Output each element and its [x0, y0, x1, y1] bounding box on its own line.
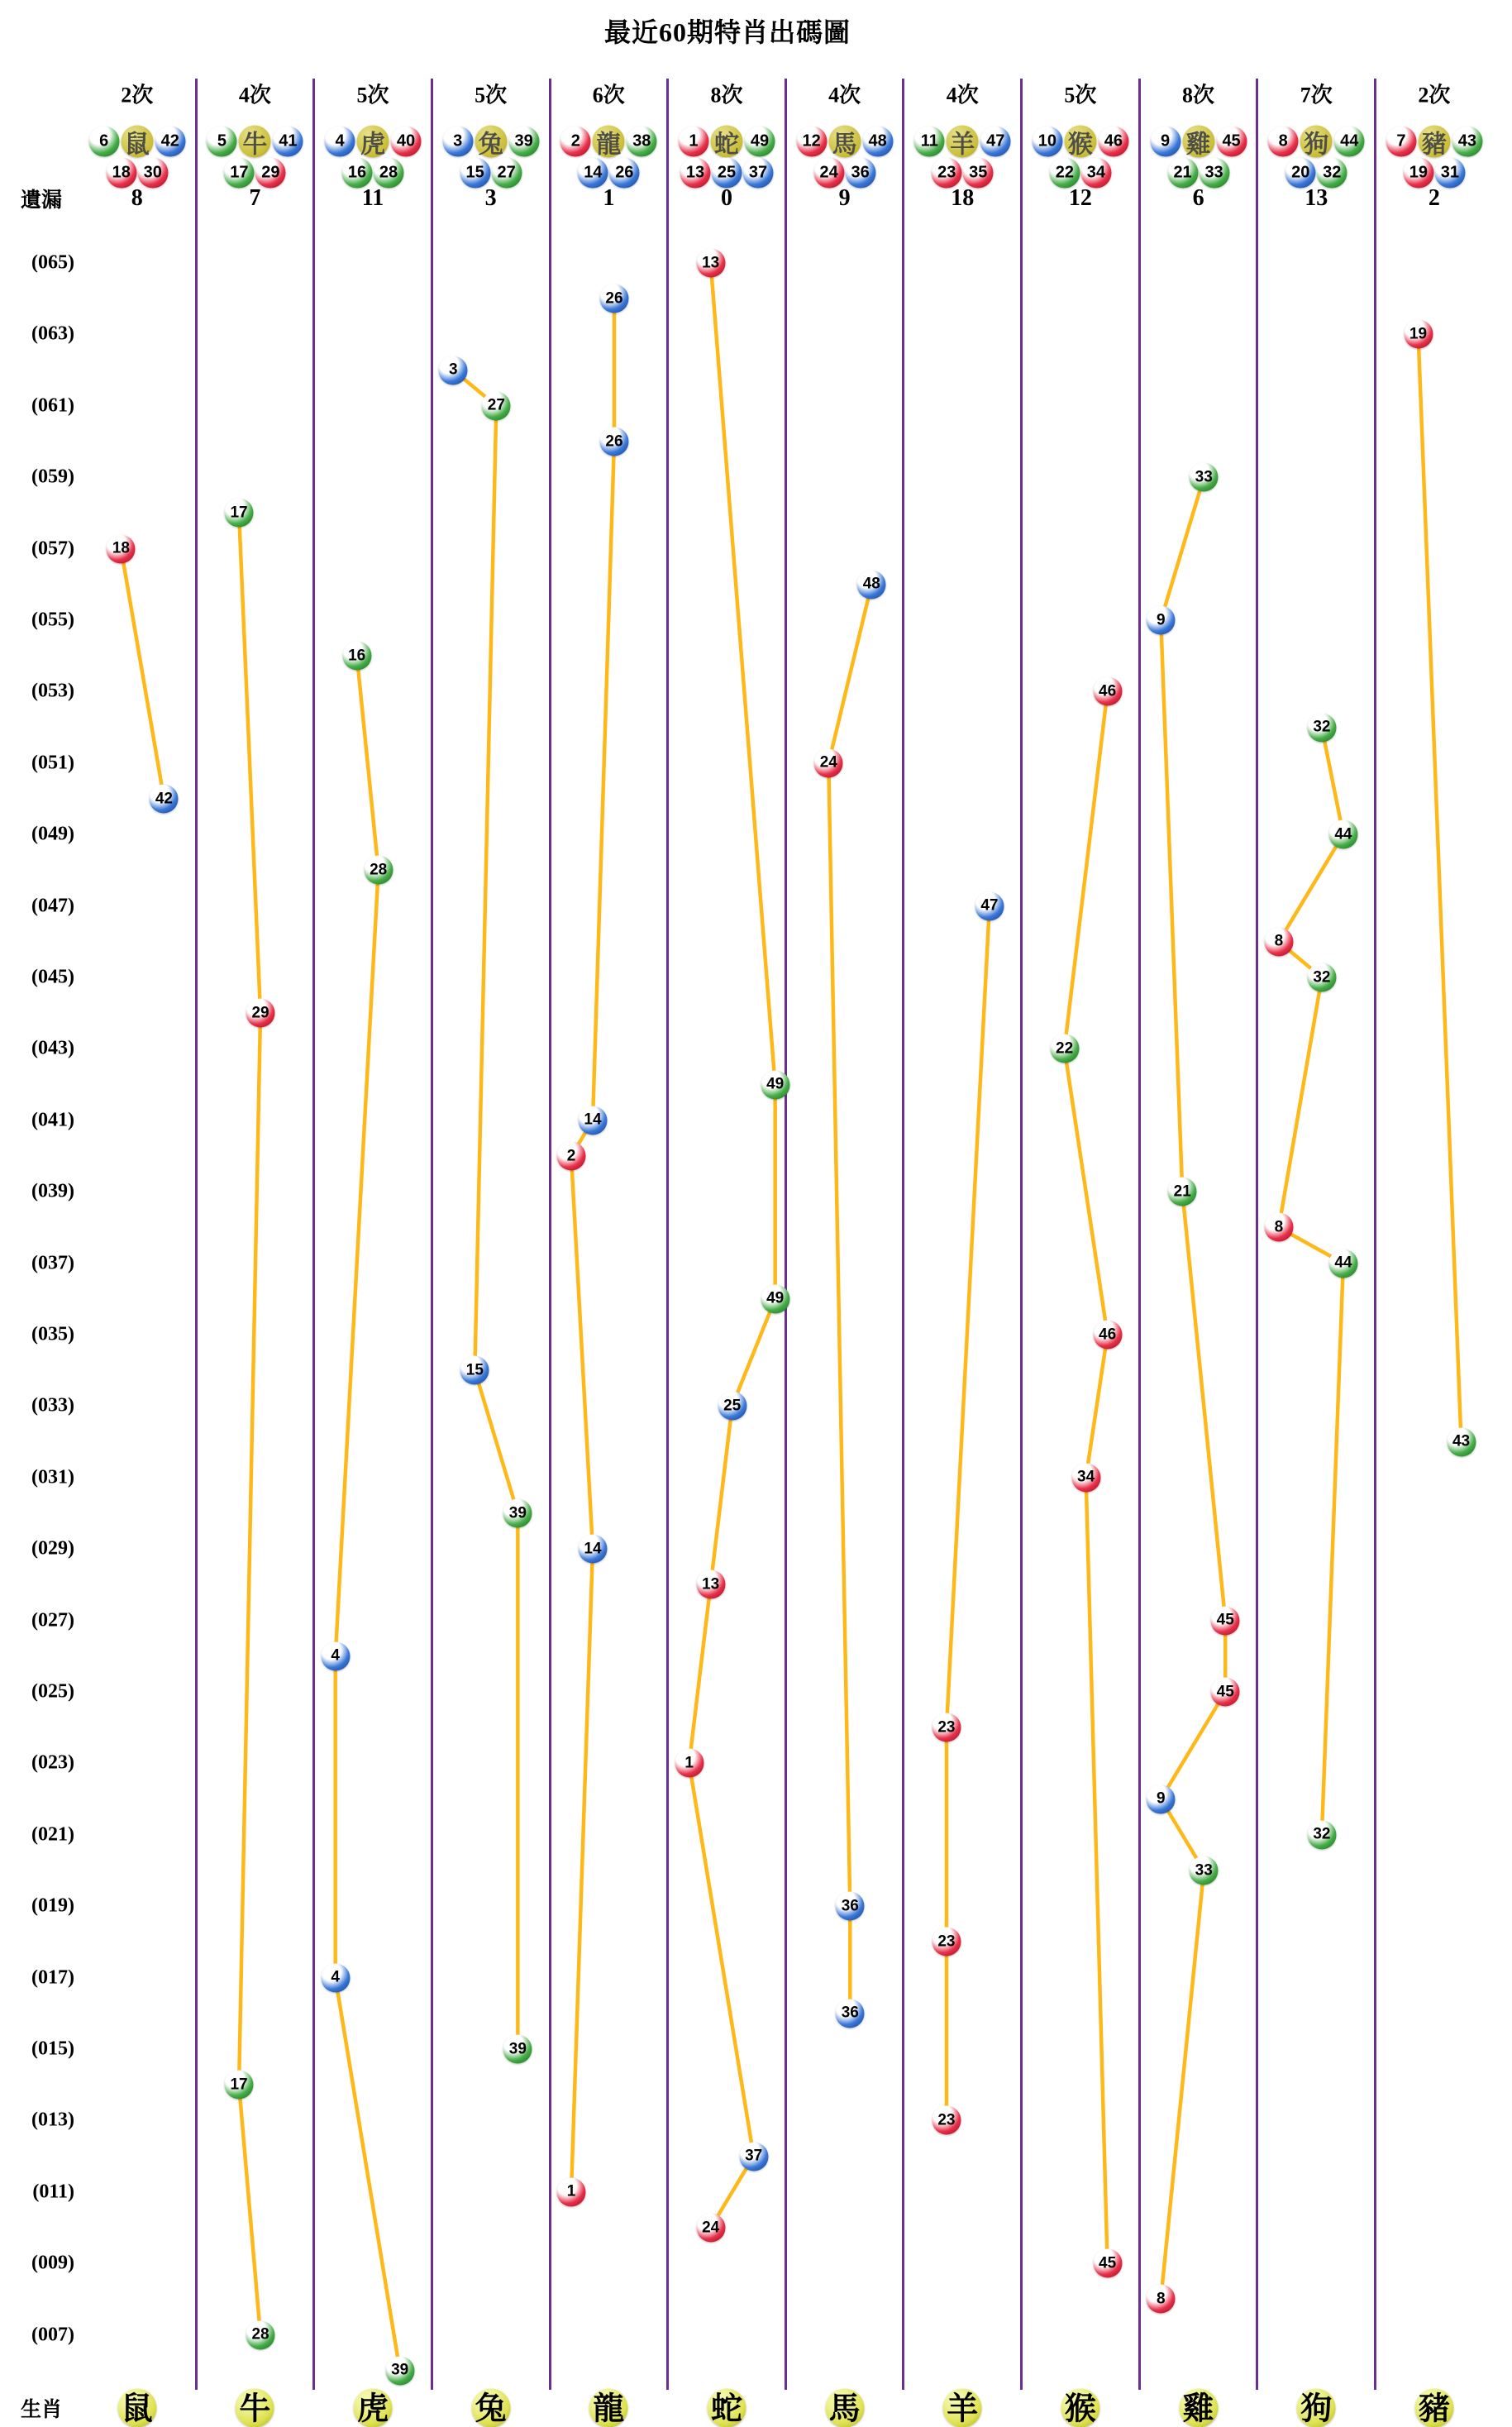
trend-line	[689, 263, 775, 2228]
appearance-count: 4次	[238, 83, 271, 107]
chart-ball: 4	[321, 1641, 350, 1670]
chart-ball: 42	[150, 785, 179, 814]
chart-ball: 1	[557, 2177, 586, 2206]
period-label: (007)	[31, 2324, 74, 2346]
header-number-ball: 15	[460, 158, 490, 189]
chart-ball: 45	[1211, 1606, 1240, 1635]
header-zodiac-ball: 羊	[947, 126, 979, 158]
period-label: (035)	[31, 1323, 74, 1345]
appearance-count: 8次	[710, 83, 743, 107]
header-number-ball: 36	[845, 158, 875, 189]
chart-ball: 2	[557, 1142, 586, 1171]
header-number-ball: 12	[796, 127, 827, 157]
header-number-ball: 48	[862, 127, 893, 157]
chart-ball: 23	[932, 1713, 961, 1742]
miss-count: 1	[603, 185, 615, 211]
zodiac-footer-ball: 虎	[354, 2389, 393, 2427]
header-number-ball: 43	[1452, 127, 1482, 157]
zodiac-footer-ball: 蛇	[707, 2389, 746, 2427]
header-number-ball: 10	[1032, 127, 1062, 157]
chart-ball: 49	[761, 1284, 789, 1313]
chart-ball: 22	[1050, 1034, 1079, 1063]
header-zodiac-ball: 牛	[239, 126, 271, 158]
chart-ball: 18	[107, 534, 136, 563]
appearance-count: 7次	[1300, 83, 1333, 107]
chart-ball: 39	[503, 2035, 532, 2064]
miss-count: 7	[249, 185, 261, 211]
period-label: (047)	[31, 895, 74, 917]
period-label: (029)	[31, 1537, 74, 1560]
header-number-ball: 27	[491, 158, 522, 189]
header-number-ball: 4	[325, 127, 355, 157]
chart-ball: 13	[696, 1570, 725, 1599]
header-number-ball: 14	[578, 158, 608, 189]
appearance-count: 4次	[946, 83, 979, 107]
period-label: (063)	[31, 322, 74, 345]
zodiac-footer-ball: 豬	[1414, 2389, 1453, 2427]
period-label: (057)	[31, 537, 74, 560]
header-number-ball: 7	[1386, 127, 1416, 157]
period-label: (039)	[31, 1180, 74, 1202]
chart-ball: 19	[1404, 320, 1433, 349]
period-label: (037)	[31, 1252, 74, 1274]
period-label: (055)	[31, 609, 74, 631]
miss-count: 2	[1428, 185, 1440, 211]
chart-ball: 33	[1190, 1856, 1219, 1885]
header-zodiac-ball: 鼠	[121, 126, 153, 158]
header-number-ball: 35	[963, 158, 994, 189]
period-label: (019)	[31, 1894, 74, 1917]
chart-ball: 16	[342, 642, 371, 671]
trend-line	[1279, 728, 1343, 1835]
miss-count: 0	[720, 185, 732, 211]
trend-line	[828, 585, 871, 2014]
header-number-ball: 22	[1049, 158, 1080, 189]
chart-ball: 1	[675, 1749, 704, 1778]
zodiac-footer-ball: 猴	[1061, 2389, 1099, 2427]
chart-ball: 43	[1447, 1427, 1476, 1456]
header-number-ball: 29	[255, 158, 286, 189]
chart-ball: 23	[932, 2106, 961, 2135]
zodiac-footer-ball: 鼠	[117, 2389, 156, 2427]
header-zodiac-ball: 猴	[1064, 126, 1096, 158]
chart-title: 最近60期特肖出碼圖	[603, 17, 851, 47]
header-number-ball: 1	[678, 127, 708, 157]
chart-ball: 33	[1190, 463, 1219, 492]
header-number-ball: 46	[1098, 127, 1128, 157]
header-number-ball: 11	[914, 127, 945, 157]
appearance-count: 6次	[592, 83, 625, 107]
trend-line	[239, 513, 260, 2334]
period-label: (065)	[31, 251, 74, 274]
chart-ball: 24	[814, 748, 843, 777]
header-number-ball: 3	[442, 127, 473, 157]
trend-line	[453, 370, 518, 2049]
period-label: (023)	[31, 1751, 74, 1774]
zodiac-footer-ball: 龍	[589, 2389, 628, 2427]
chart-ball: 17	[225, 2071, 254, 2100]
header-number-ball: 39	[508, 127, 539, 157]
period-label: (031)	[31, 1466, 74, 1488]
header-number-ball: 30	[137, 158, 168, 189]
chart-ball: 46	[1093, 677, 1122, 706]
chart-ball: 36	[836, 1892, 865, 1921]
trend-line	[121, 549, 164, 799]
chart-ball: 8	[1264, 927, 1293, 956]
chart-ball: 17	[225, 499, 254, 528]
appearance-count: 5次	[1064, 83, 1097, 107]
trend-line	[1419, 334, 1462, 1441]
chart-ball: 49	[761, 1070, 789, 1099]
zodiac-footer-ball: 牛	[236, 2389, 274, 2427]
header-number-ball: 13	[680, 158, 710, 189]
period-label: (045)	[31, 966, 74, 988]
zodiac-footer-ball: 兔	[471, 2389, 510, 2427]
chart-ball: 26	[600, 284, 629, 313]
header-number-ball: 20	[1285, 158, 1316, 189]
period-label: (061)	[31, 394, 74, 417]
header-zodiac-ball: 蛇	[710, 126, 742, 158]
chart-ball: 44	[1328, 820, 1357, 849]
period-label: (025)	[31, 1680, 74, 1703]
chart-ball: 4	[321, 1963, 350, 1992]
chart-ball: 29	[246, 999, 275, 1028]
header-number-ball: 31	[1434, 158, 1465, 189]
trend-line	[571, 299, 614, 2192]
appearance-count: 2次	[1418, 83, 1451, 107]
chart-ball: 25	[718, 1392, 746, 1421]
miss-count: 13	[1305, 185, 1328, 211]
miss-count: 3	[484, 185, 497, 211]
zodiac-footer-ball: 雞	[1179, 2389, 1218, 2427]
header-number-ball: 32	[1317, 158, 1347, 189]
zodiac-footer-ball: 狗	[1297, 2389, 1336, 2427]
header-number-ball: 5	[207, 127, 237, 157]
header-number-ball: 45	[1216, 127, 1247, 157]
period-label: (043)	[31, 1037, 74, 1059]
chart-ball: 3	[439, 356, 468, 385]
chart-ball: 9	[1147, 606, 1176, 635]
appearance-count: 5次	[356, 83, 389, 107]
chart-ball: 27	[482, 391, 511, 420]
header-number-ball: 41	[273, 127, 303, 157]
trend-line	[1161, 477, 1225, 2299]
miss-count: 9	[838, 185, 851, 211]
chart-ball: 44	[1328, 1249, 1357, 1278]
header-number-ball: 25	[711, 158, 742, 189]
period-label: (059)	[31, 466, 74, 488]
header-number-ball: 23	[932, 158, 962, 189]
chart-ball: 39	[503, 1499, 532, 1528]
header-number-ball: 47	[980, 127, 1011, 157]
chart-ball: 15	[460, 1356, 489, 1385]
chart-ball: 8	[1264, 1213, 1293, 1242]
header-zodiac-ball: 兔	[475, 126, 507, 158]
chart-ball: 45	[1093, 2249, 1122, 2278]
miss-count: 8	[131, 185, 143, 211]
chart-ball: 39	[385, 2356, 414, 2385]
zodiac-row-label: 生肖	[20, 2399, 62, 2421]
chart-ball: 14	[579, 1106, 608, 1135]
chart-ball: 13	[696, 249, 725, 278]
header-zodiac-ball: 豬	[1418, 126, 1450, 158]
chart-ball: 8	[1147, 2285, 1176, 2314]
chart-ball: 24	[696, 2214, 725, 2243]
chart-ball: 28	[364, 856, 393, 885]
period-label: (013)	[31, 2109, 74, 2131]
header-zodiac-ball: 馬	[828, 126, 861, 158]
header-zodiac-ball: 雞	[1182, 126, 1214, 158]
header-number-ball: 24	[813, 158, 844, 189]
chart-ball: 47	[975, 891, 1004, 920]
period-label: (053)	[31, 680, 74, 702]
period-label: (041)	[31, 1109, 74, 1131]
header-number-ball: 33	[1199, 158, 1229, 189]
chart-ball: 21	[1168, 1178, 1197, 1206]
appearance-count: 4次	[828, 83, 861, 107]
header-number-ball: 16	[342, 158, 373, 189]
appearance-count: 5次	[475, 83, 508, 107]
header-number-ball: 37	[742, 158, 773, 189]
header-number-ball: 42	[155, 127, 185, 157]
zodiac-footer-ball: 馬	[825, 2389, 864, 2427]
chart-ball: 46	[1093, 1321, 1122, 1350]
header-zodiac-ball: 狗	[1300, 126, 1333, 158]
header-number-ball: 34	[1080, 158, 1111, 189]
header-number-ball: 21	[1167, 158, 1198, 189]
chart-ball: 32	[1307, 1820, 1336, 1849]
miss-count: 6	[1192, 185, 1204, 211]
header-number-ball: 40	[391, 127, 422, 157]
chart-ball: 32	[1307, 713, 1336, 742]
period-label: (051)	[31, 752, 74, 774]
chart-ball: 9	[1147, 1784, 1176, 1813]
chart-ball: 32	[1307, 963, 1336, 992]
header-number-ball: 2	[560, 127, 591, 157]
chart-ball: 37	[739, 2142, 768, 2171]
header-number-ball: 19	[1403, 158, 1433, 189]
header-number-ball: 44	[1334, 127, 1365, 157]
header-number-ball: 28	[374, 158, 404, 189]
zodiac-footer-ball: 羊	[943, 2389, 982, 2427]
period-label: (021)	[31, 1823, 74, 1846]
header-number-ball: 17	[224, 158, 255, 189]
miss-count: 12	[1068, 185, 1092, 211]
period-label: (009)	[31, 2252, 74, 2274]
period-label: (017)	[31, 1966, 74, 1989]
appearance-count: 2次	[121, 83, 154, 107]
header-number-ball: 9	[1150, 127, 1181, 157]
header-number-ball: 49	[744, 127, 775, 157]
chart-ball: 34	[1071, 1463, 1100, 1492]
chart-ball: 48	[857, 570, 886, 599]
miss-row-label: 遺漏	[20, 189, 62, 212]
period-label: (015)	[31, 2038, 74, 2060]
chart-ball: 28	[246, 2320, 275, 2349]
appearance-count: 8次	[1182, 83, 1215, 107]
chart-ball: 14	[579, 1535, 608, 1564]
header-zodiac-ball: 龍	[593, 126, 625, 158]
period-label: (049)	[31, 823, 74, 845]
miss-count: 11	[361, 185, 384, 211]
header-number-ball: 26	[609, 158, 640, 189]
header-zodiac-ball: 虎	[357, 126, 389, 158]
chart-ball: 36	[836, 1999, 865, 2028]
chart-ball: 45	[1211, 1678, 1240, 1707]
header-number-ball: 8	[1268, 127, 1299, 157]
miss-count: 18	[951, 185, 975, 211]
chart-ball: 23	[932, 1928, 961, 1956]
header-number-ball: 6	[88, 127, 119, 157]
period-label: (011)	[32, 2181, 74, 2203]
header-number-ball: 38	[627, 127, 657, 157]
header-number-ball: 18	[106, 158, 136, 189]
trend-line	[336, 656, 400, 2371]
period-label: (027)	[31, 1609, 74, 1632]
period-label: (033)	[31, 1394, 74, 1417]
chart-ball: 26	[600, 428, 629, 456]
